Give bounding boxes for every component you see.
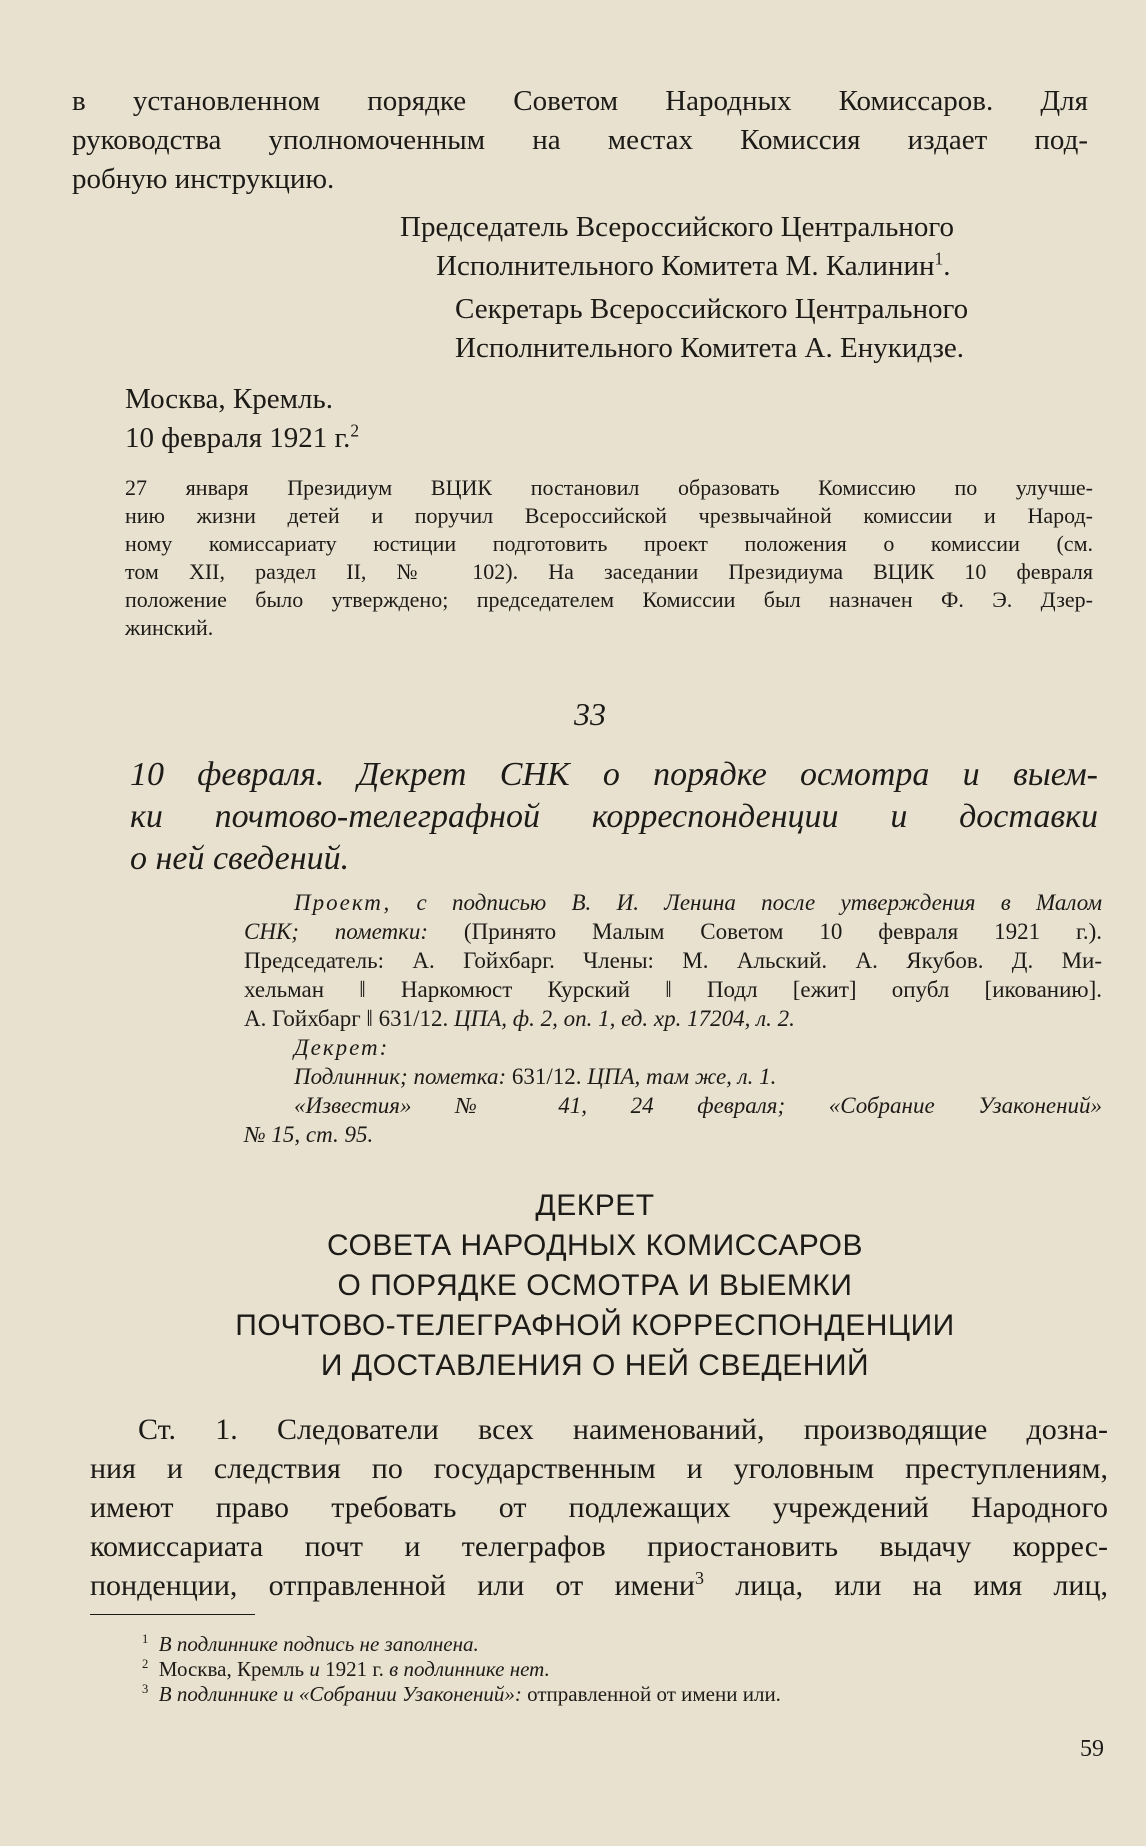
decree-title-line: ПОЧТОВО-ТЕЛЕГРАФНОЙ КОРРЕСПОНДЕНЦИИ xyxy=(235,1309,955,1342)
signature-text: Исполнительного Комитета М. Калинин xyxy=(436,250,935,282)
footnote-number: 2 xyxy=(142,1657,149,1671)
archival-italic: ЦПА, там же, л. 1. xyxy=(587,1064,777,1089)
article-line xyxy=(90,1566,1108,1605)
archival-italic: № 15, ст. 95. xyxy=(244,1122,374,1147)
footnote-ref: 1 xyxy=(934,248,944,269)
text-line: в установленном порядке Советом Народных Комиссаров. Для xyxy=(72,85,1088,117)
article-text: лица, или на имя лиц, xyxy=(703,1569,1108,1602)
archival-italic: ЦПА, ф. 2, оп. 1, ед. хр. 17204, л. 2. xyxy=(454,1006,795,1031)
archival-line: хельман ‖ Наркомюст Курский ‖ Подл [ежит] опубл [икованию]. xyxy=(244,977,1102,1002)
editorial-note xyxy=(125,474,1093,642)
article-line: ния и следствия по государственным и уголовным преступлениям, xyxy=(90,1452,1108,1485)
footnote-ref: 2 xyxy=(350,420,360,441)
signature-line: Секретарь Всероссийского Центрального xyxy=(455,293,969,325)
archival-italic: «Известия» № 41, 24 февраля; «Собрание Узаконений» xyxy=(294,1093,1102,1118)
intro-paragraph xyxy=(72,82,1088,199)
signature-line: Исполнительного Комитета А. Енукидзе. xyxy=(455,332,965,364)
text-line: руководства уполномоченным на местах Комиссия издает под- xyxy=(72,124,1088,156)
footnotes xyxy=(142,1632,1102,1707)
date-line xyxy=(125,419,625,458)
footnote-text: отправленной от имени или. xyxy=(521,1682,781,1706)
footnote-italic: В подлиннике и «Собрании Узаконений»: xyxy=(158,1682,522,1706)
heading-line: ки почтово-телеграфной корреспонденции и доставки xyxy=(130,798,1098,835)
archival-line xyxy=(244,1062,1102,1091)
signature-line: Председатель Всероссийского Центрального xyxy=(400,211,955,243)
archival-label: Проект, xyxy=(294,890,392,915)
document-heading xyxy=(130,754,1098,880)
archival-italic: с подписью В. И. Ленина после утверждения в Малом xyxy=(391,890,1102,915)
archival-text: А. Гойхбарг ‖ 631/12. xyxy=(244,1006,455,1031)
footnote-italic: в подлиннике нет. xyxy=(389,1657,550,1681)
signature-line xyxy=(400,247,1100,286)
archival-line xyxy=(244,917,1102,946)
footnote-text: 1921 г. xyxy=(319,1657,390,1681)
archival-line xyxy=(244,1033,1102,1062)
note-line: нию жизни детей и поручил Всероссийской чрезвычайной комиссии и Народ- xyxy=(125,503,1093,528)
article-1 xyxy=(90,1410,1108,1605)
signature-punct: . xyxy=(943,250,951,282)
place-line: Москва, Кремль. xyxy=(125,383,333,415)
footnote-italic: В подлиннике подпись не заполнена. xyxy=(158,1632,479,1656)
signature-secretary xyxy=(455,290,1115,368)
document-number: 33 xyxy=(574,696,606,732)
archival-italic: СНК; пометки: xyxy=(244,919,429,944)
footnote-number: 3 xyxy=(142,1682,149,1696)
signature-chairman xyxy=(400,208,1100,286)
footnote-3 xyxy=(142,1682,1102,1707)
date-text: 10 февраля 1921 г. xyxy=(125,422,351,454)
archival-text: (Принято Малым Советом 10 февраля 1921 г.). xyxy=(428,919,1102,944)
footnote-text: Москва, Кремль xyxy=(158,1657,310,1681)
archival-line xyxy=(244,1091,1102,1120)
note-line: положение было утверждено; председателем Комиссии был назначен Ф. Э. Дзер- xyxy=(125,587,1093,612)
decree-title-line: СОВЕТА НАРОДНЫХ КОМИССАРОВ xyxy=(326,1229,864,1262)
archival-reference xyxy=(244,888,1102,1149)
archival-label: Декрет: xyxy=(294,1035,390,1060)
archival-text: 631/12. xyxy=(506,1064,588,1089)
heading-line: о ней сведений. xyxy=(130,840,350,877)
page-number: 59 xyxy=(1080,1736,1104,1762)
place-date xyxy=(125,380,625,458)
footnote-2 xyxy=(142,1657,1102,1682)
archival-line xyxy=(244,1120,1102,1149)
footnote-italic: и xyxy=(309,1657,320,1681)
note-line: том XII, раздел II, № 102). На заседании Президиума ВЦИК 10 февраля xyxy=(125,559,1093,584)
archival-italic: Подлинник; пометка: xyxy=(294,1064,507,1089)
note-line: жинский. xyxy=(125,615,214,640)
footnote-ref: 3 xyxy=(694,1568,704,1588)
note-line: ному комиссариату юстиции подготовить проект положения о комиссии (см. xyxy=(125,531,1093,556)
archival-line xyxy=(244,1004,1102,1033)
article-text: понденции, отправленной или от имени xyxy=(90,1569,695,1602)
footnote-number: 1 xyxy=(142,1632,149,1646)
footnote-1 xyxy=(142,1632,1102,1657)
decree-title xyxy=(90,1186,1100,1386)
archival-line xyxy=(244,888,1102,917)
decree-title-line: О ПОРЯДКЕ ОСМОТРА И ВЫЕМКИ xyxy=(337,1269,853,1302)
article-line: комиссариата почт и телеграфов приостановить выдачу коррес- xyxy=(90,1530,1108,1563)
note-line: 27 января Президиум ВЦИК постановил образовать Комиссию по улучше- xyxy=(125,475,1093,500)
decree-title-line: И ДОСТАВЛЕНИЯ О НЕЙ СВЕДЕНИЙ xyxy=(320,1349,870,1382)
footnote-divider xyxy=(90,1614,255,1615)
article-line: имеют право требовать от подлежащих учреждений Народного xyxy=(90,1491,1108,1524)
text-line: робную инструкцию. xyxy=(72,163,335,195)
article-line: Ст. 1. Следователи всех наименований, производящие дозна- xyxy=(138,1413,1108,1446)
heading-line: 10 февраля. Декрет СНК о порядке осмотра и выем- xyxy=(130,756,1098,793)
decree-title-line: ДЕКРЕТ xyxy=(535,1189,655,1222)
archival-line: Председатель: А. Гойхбарг. Члены: М. Альский. А. Якубов. Д. Ми- xyxy=(244,948,1102,973)
